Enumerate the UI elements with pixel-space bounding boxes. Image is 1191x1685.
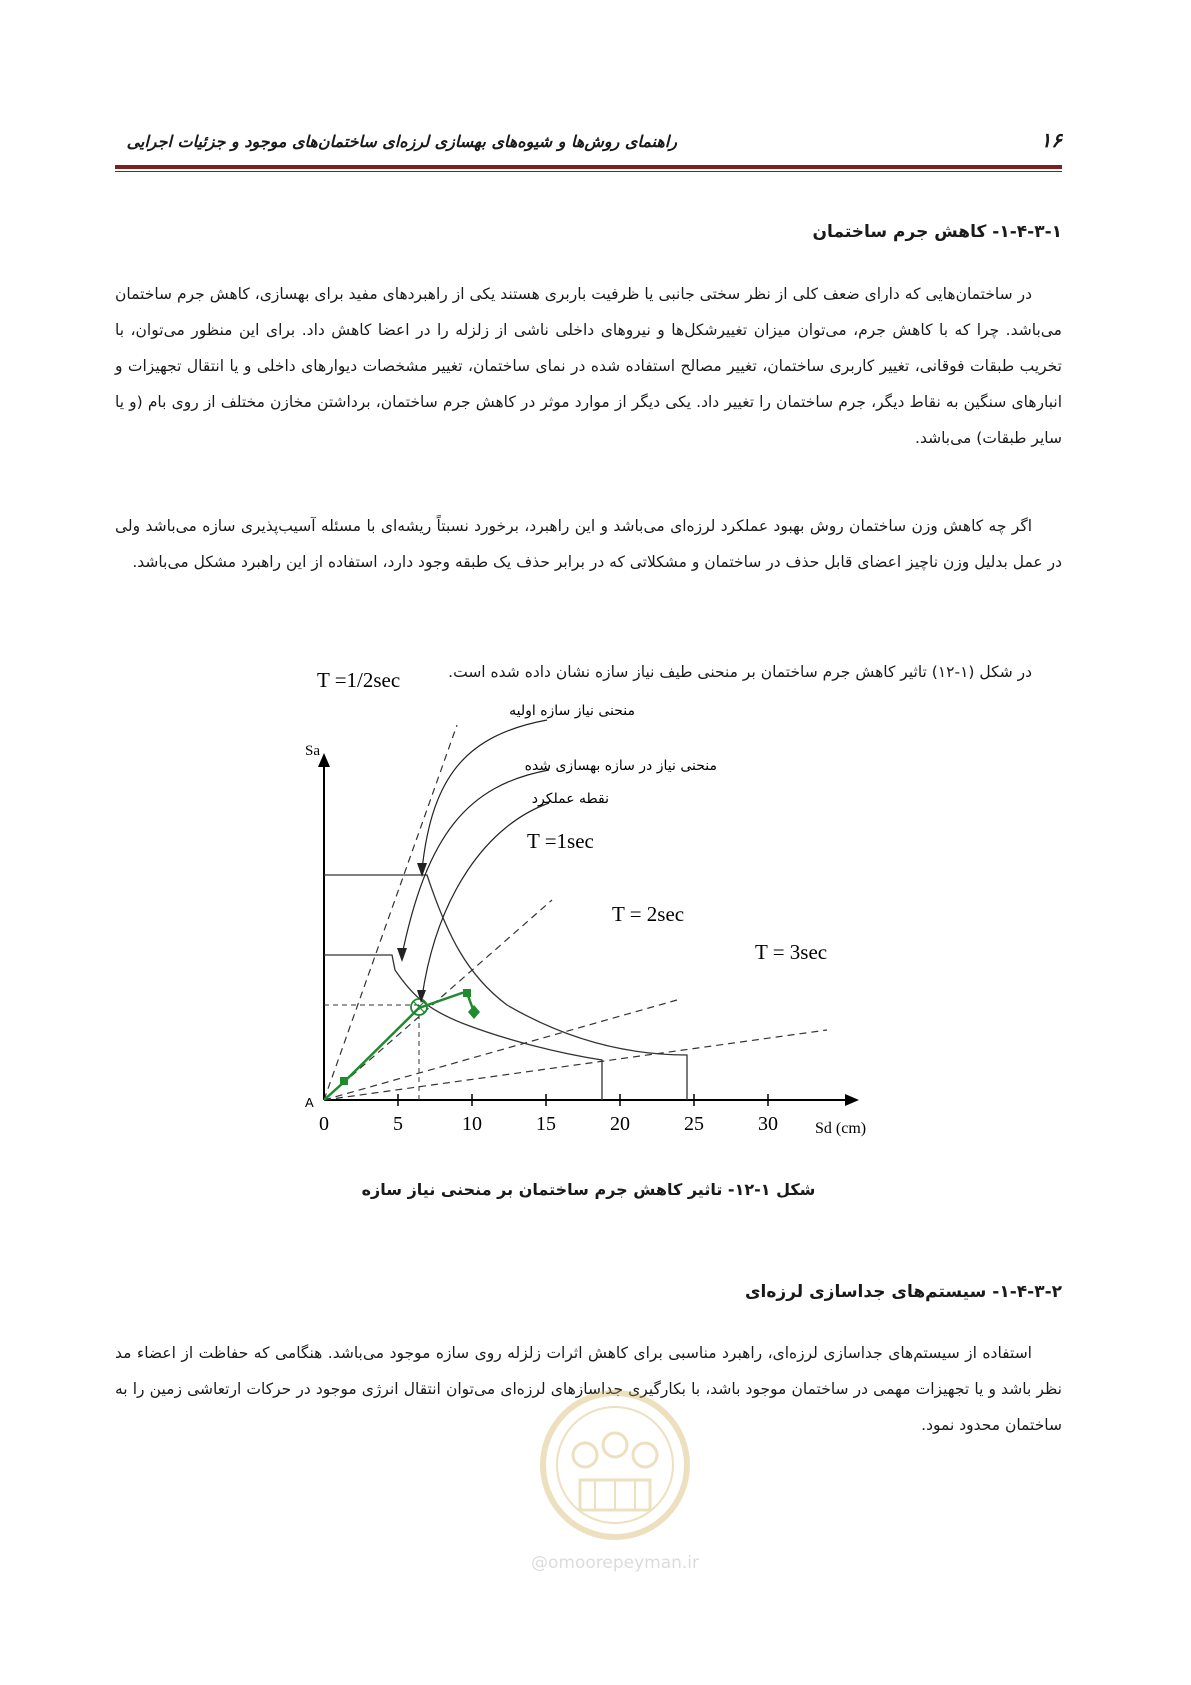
paragraph-3 <box>115 654 1062 690</box>
header-title: راهنمای روش‌ها و شیوه‌های بهسازی لرزه‌ای ساختمان‌های موجود و جزئیات اجرایی <box>126 132 677 151</box>
label-performance-point: نقطه عملکرد <box>531 791 609 807</box>
watermark-url: @omoorepeyman.ir <box>530 1553 700 1573</box>
section-heading-mass-reduction: ۱-۴-۳-۱- کاهش جرم ساختمان <box>812 222 1062 242</box>
y-axis-label: Sa <box>305 743 320 759</box>
label-initial-demand: منحنی نیاز سازه اولیه <box>509 703 635 719</box>
leader-arrowhead <box>397 948 407 962</box>
capacity-point <box>463 989 471 997</box>
x-axis-arrow <box>845 1094 859 1106</box>
origin-label: A <box>305 1095 314 1110</box>
paragraph-text: در شکل (۱-۱۲) تاثیر کاهش جرم ساختمان بر منحنی طیف نیاز سازه نشان داده شده است. <box>448 663 1032 681</box>
period-line-3-sec <box>324 1030 827 1100</box>
watermark-seal <box>485 1385 745 1545</box>
x-tick-label: 30 <box>758 1113 778 1135</box>
x-axis-label: Sd (cm) <box>815 1120 867 1137</box>
retrofitted-demand-curve <box>324 955 602 1100</box>
x-tick-label: 20 <box>610 1113 630 1135</box>
x-tick-label: 15 <box>536 1113 556 1135</box>
label-t-half: T =1/2sec <box>317 668 401 692</box>
x-tick-label: 0 <box>319 1113 329 1135</box>
x-tick-label: 10 <box>462 1113 482 1135</box>
label-t-3: T = 3sec <box>755 940 828 964</box>
watermark <box>485 1385 745 1685</box>
paragraph-1 <box>115 276 1062 456</box>
label-retrofitted-demand: منحنی نیاز در سازه بهسازی شده <box>524 758 717 774</box>
header-rule-thin <box>115 171 1062 172</box>
figure-caption: شکل ۱-۱۲- تاثیر کاهش جرم ساختمان بر منحنی نیاز سازه <box>361 1180 816 1199</box>
section-heading-seismic-isolation: ۱-۴-۳-۲- سیستم‌های جداسازی لرزه‌ای <box>744 1282 1062 1302</box>
leader-retrofitted <box>402 770 549 955</box>
header-rule <box>115 165 1062 169</box>
capacity-point <box>468 1005 480 1019</box>
paragraph-2 <box>115 508 1062 580</box>
page-number: ۱۶ <box>1040 128 1062 152</box>
paragraph-text: استفاده از سیستم‌های جداسازی لرزه‌ای، راهبرد مناسبی برای کاهش اثرات زلزله روی سازه موجود می‌باشد. هنگامی که حفاظت از اعضاء مد نظر باشد و یا تجهیزات مهمی در ساختمان موجود باشد، با بکارگیری جداسازهای لرزه‌ای می‌توان انتقال انرژی موجود در حرکات ارتعاشی زمین را به ساختمان محدود نمود. <box>115 1344 1062 1434</box>
capacity-point <box>340 1077 348 1085</box>
label-t-1: T =1sec <box>527 829 594 853</box>
paragraph-text: در ساختمان‌هایی که دارای ضعف کلی از نظر سختی جانبی یا ظرفیت باربری هستند یکی از راهبردهای مفید برای بهسازی، کاهش جرم ساختمان می‌باشد. چرا که با کاهش جرم، می‌توان میزان تغییرشکل‌ها و نیروهای داخلی ناشی از زلزله را در اعضا کاهش داد. برای این منظور می‌توان، با تخریب طبقات فوقانی، تغییر کاربری ساختمان، تغییر مصالح استفاده شده در نمای ساختمان، تغییر مشخصات دیوارهای داخلی و یا انتقال تجهیزات و انبارهای سنگین به نقاط دیگر، جرم ساختمان را تغییر داد. یکی دیگر از موارد موثر در کاهش جرم ساختمان، برداشتن مخازن مختلف از روی بام (و یا سایر طبقات) می‌باشد. <box>115 285 1062 447</box>
x-tick-label: 5 <box>393 1113 403 1135</box>
page-header <box>115 128 1062 168</box>
paragraph-text: اگر چه کاهش وزن ساختمان روش بهبود عملکرد لرزه‌ای می‌باشد و این راهبرد، برخورد نسبتاً ریشه‌ای با مسئله آسیب‌پذیری سازه می‌باشد ولی در عمل بدلیل وزن ناچیز اعضای قابل حذف در ساختمان و مشکلاتی که در برابر حذف یک طبقه وجود دارد، استفاده از این راهبرد مشکل می‌باشد. <box>115 517 1062 571</box>
period-line-half-sec <box>324 725 457 1100</box>
x-tick-label: 25 <box>684 1113 704 1135</box>
label-t-2: T = 2sec <box>612 902 685 926</box>
